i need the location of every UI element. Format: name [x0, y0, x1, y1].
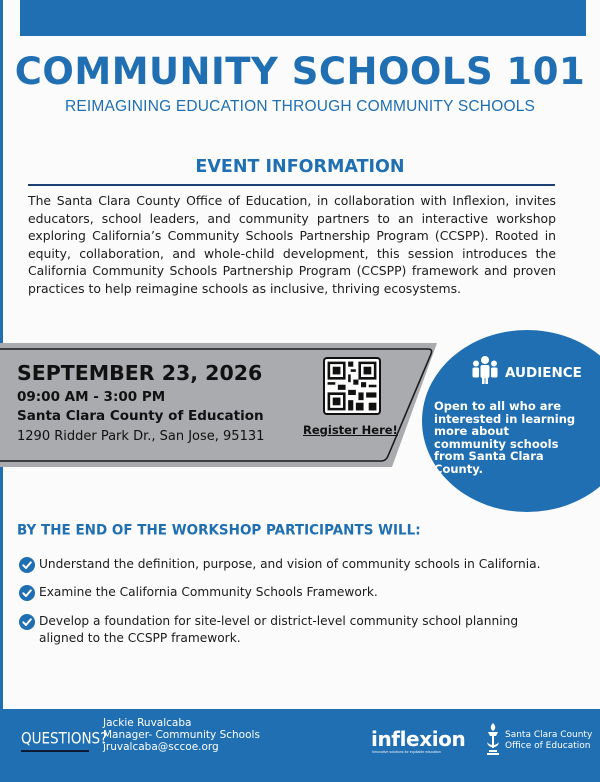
- outcome-text: Examine the California Community Schools Framework.: [39, 585, 378, 599]
- audience-heading: AUDIENCE: [505, 365, 582, 381]
- audience-text: Open to all who are interested in learning more about community schools from Santa Clara County.: [434, 399, 576, 476]
- inflexion-logo: inflexion: [371, 727, 466, 751]
- contact-name: Jackie Ruvalcaba: [103, 717, 192, 729]
- outcome-text: Understand the definition, purpose, and vision of community schools in California.: [39, 557, 541, 571]
- qr-code-icon[interactable]: [323, 357, 381, 415]
- register-link[interactable]: Register Here!: [303, 423, 398, 437]
- check-circle-icon: [19, 585, 35, 601]
- event-address: 1290 Ridder Park Dr., San Jose, 95131: [17, 429, 265, 444]
- inflexion-tagline: Innovative solutions for equitable education: [372, 750, 441, 754]
- contact-title: Manager- Community Schools: [103, 729, 260, 741]
- event-info-divider: [28, 184, 555, 186]
- top-banner-bar: [20, 0, 586, 36]
- event-time: 09:00 AM - 3:00 PM: [17, 389, 166, 405]
- sccoe-line2: Office of Education: [505, 740, 591, 751]
- contact-email[interactable]: jruvalcaba@sccoe.org: [103, 741, 219, 753]
- check-circle-icon: [19, 614, 35, 630]
- people-group-icon: [472, 355, 498, 385]
- page-subtitle: REIMAGINING EDUCATION THROUGH COMMUNITY SCHOOLS: [64, 98, 536, 115]
- event-date: SEPTEMBER 23, 2026: [17, 361, 263, 385]
- event-info-body: The Santa Clara County Office of Education, in collaboration with Inflexion, invites educators, school leaders, and community partners to an interactive workshop exploring California’s Community Schools Partnership Program (CCSPP). Rooted in equity, collaboration, and whole-child development, this session introduces the California Community Schools Partnership Program (CCSPP) framework and proven practices to help reimagine schools as inclusive, thriving ecosystems.: [28, 193, 556, 296]
- contact-block: [103, 717, 260, 753]
- check-circle-icon: [19, 557, 35, 573]
- outcomes-heading: BY THE END OF THE WORKSHOP PARTICIPANTS WILL:: [17, 521, 421, 539]
- sccoe-logo-text: [505, 730, 592, 751]
- sccoe-line1: Santa Clara County: [505, 730, 593, 740]
- page-title: COMMUNITY SCHOOLS 101: [14, 50, 586, 93]
- outcome-text: Develop a foundation for site-level or district-level community school planning aligned to the CCSPP framework.: [39, 614, 519, 645]
- event-venue: Santa Clara County of Education: [17, 408, 264, 424]
- event-info-heading: EVENT INFORMATION: [195, 157, 405, 177]
- questions-label: QUESTIONS?: [21, 729, 108, 749]
- torch-logo-icon: [484, 722, 502, 756]
- questions-underline: [21, 750, 89, 752]
